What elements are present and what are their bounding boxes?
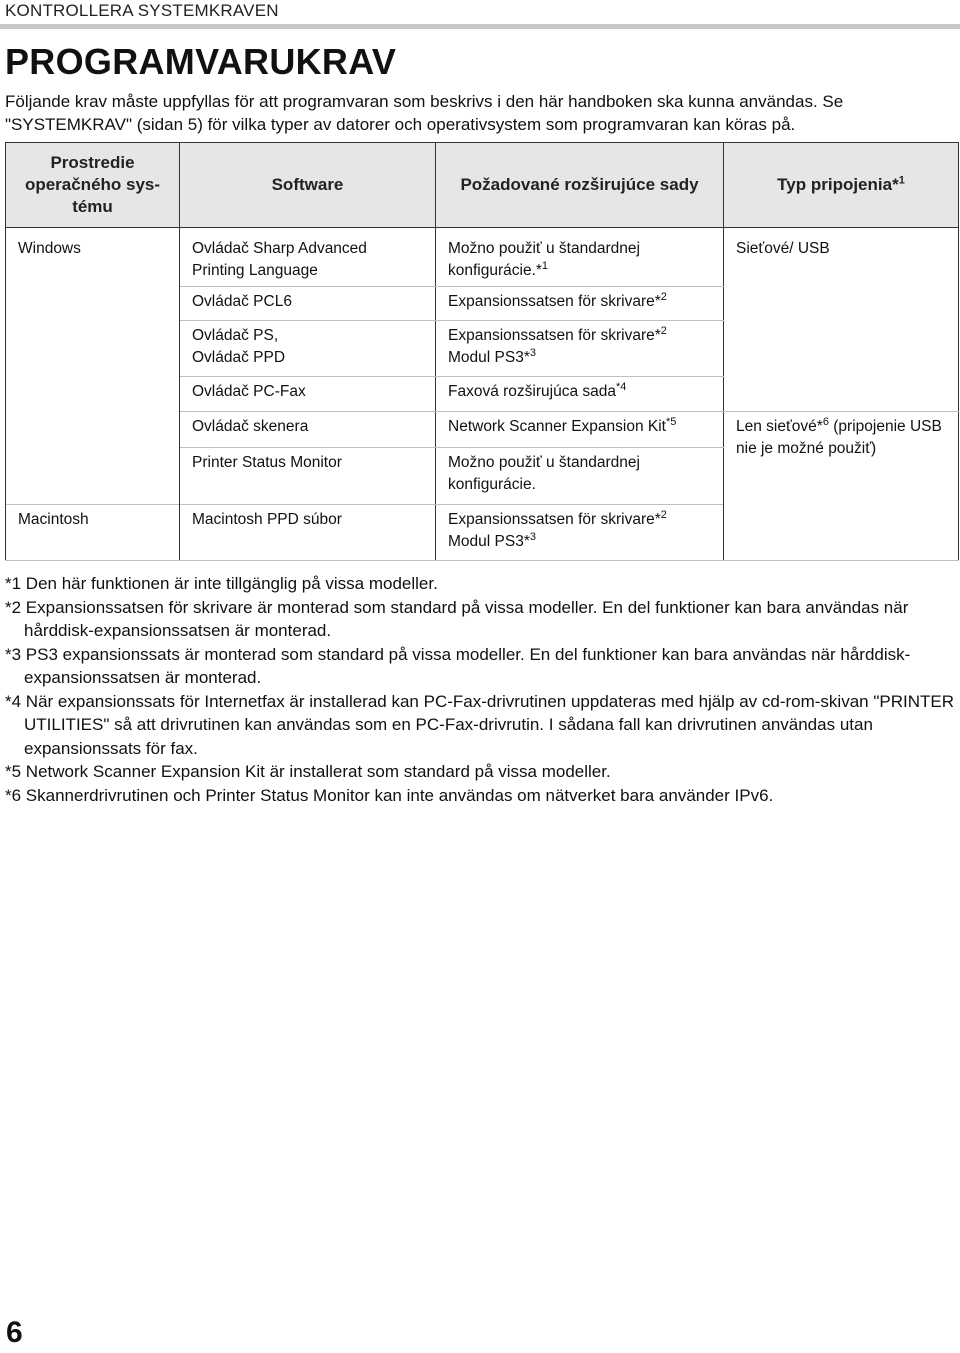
os-cell-empty <box>6 321 180 377</box>
connection-cell-empty <box>724 287 959 321</box>
software-cell: Ovládač skenera <box>180 412 436 448</box>
table-row <box>6 377 959 412</box>
footnote-2: *2 Expansionssatsen för skrivare är monterad som standard på vissa modeller. En del funktioner kan bara användas när hårddisk-expansionssatsen är monterad. <box>5 597 909 640</box>
connection-cell-empty <box>724 377 959 412</box>
page-number: 6 <box>6 1316 23 1349</box>
kit-sup: *4 <box>616 380 627 393</box>
kit-sup: 2 <box>660 324 667 337</box>
software-text: Ovládač PS, <box>192 327 279 344</box>
table-row <box>6 228 959 287</box>
kit-sup: 1 <box>541 259 549 272</box>
page-title: PROGRAMVARUKRAV <box>5 41 397 82</box>
footnote-5: *5 Network Scanner Expansion Kit är installerat som standard på vissa modeller. <box>5 762 611 781</box>
header-software: Software <box>180 143 436 228</box>
os-mac: Macintosh <box>6 505 180 561</box>
software-cell: Ovládač PC-Fax <box>180 377 436 412</box>
kit-cell <box>436 287 724 321</box>
kit-text-2: Modul PS3* <box>448 533 530 550</box>
kit-sup: *5 <box>665 415 677 428</box>
kit-text: Faxová rozširujúca sada <box>448 383 616 400</box>
software-cell: Ovládač PCL6 <box>180 287 436 321</box>
os-cell-empty <box>6 377 180 412</box>
kit-sup: 2 <box>660 290 667 303</box>
software-cell: Macintosh PPD súbor <box>180 505 436 561</box>
connection-windows: Sieťové/ USB <box>724 228 959 287</box>
footnote-6: *6 Skannerdrivrutinen och Printer Status Monitor kan inte användas om nätverket bara använder IPv6. <box>5 785 774 805</box>
section-header: KONTROLLERA SYSTEMKRAVEN <box>5 1 279 20</box>
kit-cell <box>436 505 724 561</box>
software-cell <box>180 321 436 377</box>
connection-other-text-2: (pripojenie USB nie je možné použiť) <box>736 418 942 457</box>
intro-paragraph: Följande krav måste uppfyllas för att programvaran som beskrivs i den här handboken ska kunna användas. Se "SYSTEMKRAV" (sidan 5) för vilka typer av datorer och operativsystem som programvaran kan köras på. <box>5 92 844 134</box>
kit-text: Expansionssatsen för skrivare* <box>448 327 661 344</box>
header-kits: Požadované rozširujúce sady <box>436 143 724 228</box>
kit-text: Network Scanner Expansion Kit <box>448 418 666 435</box>
kit-cell <box>436 228 724 287</box>
kit-sup-2: 3 <box>529 530 536 543</box>
os-cell-empty <box>6 287 180 321</box>
header-rule <box>0 24 960 29</box>
kit-cell <box>436 321 724 377</box>
kit-cell: Možno použiť u štandardnej konfigurácie. <box>436 448 724 505</box>
footnotes <box>5 572 955 807</box>
kit-sup: 2 <box>660 508 667 521</box>
os-cell-empty <box>6 412 180 448</box>
footnote-1: *1 Den här funktionen är inte tillgänglig på vissa modeller. <box>5 574 438 593</box>
footnote-3: *3 PS3 expansionssats är monterad som standard på vissa modeller. En del funktioner kan bara användas när hårddisk-expansionssatsen är monterad. <box>5 644 911 687</box>
table-row <box>6 412 959 448</box>
footnote-4: *4 När expansionssats för Internetfax är installerad kan PC-Fax-drivrutinen uppdateras med hjälp av cd-rom-skivan "PRINTER UTILITIES" så att drivrutinen kan användas som en PC-Fax-drivrutin. I sådana fall kan drivrutinen användas utan expansionssats för fax. <box>5 691 954 758</box>
kit-text: Možno použiť u štandardnej konfigurácie.* <box>448 240 640 279</box>
kit-text: Expansionssatsen för skrivare* <box>448 511 661 528</box>
header-connection <box>724 143 959 228</box>
kit-text-2: Modul PS3* <box>448 349 530 366</box>
software-requirements-table <box>5 142 959 561</box>
connection-other <box>724 412 959 561</box>
header-connection-sup: 1 <box>898 174 905 187</box>
header-connection-label: Typ pripojenia* <box>777 175 899 194</box>
os-windows: Windows <box>6 228 180 287</box>
kit-cell <box>436 377 724 412</box>
connection-other-sup: 6 <box>822 415 829 428</box>
software-cell: Ovládač Sharp Advanced Printing Language <box>180 228 436 287</box>
os-cell-empty <box>6 448 180 505</box>
header-os: Prostredie operačného sys-tému <box>6 143 180 228</box>
table-row <box>6 287 959 321</box>
software-text-2: Ovládač PPD <box>192 349 286 366</box>
kit-cell <box>436 412 724 448</box>
software-cell: Printer Status Monitor <box>180 448 436 505</box>
kit-sup-2: 3 <box>529 346 536 359</box>
connection-cell-empty <box>724 321 959 377</box>
connection-other-text: Len sieťové* <box>736 418 823 435</box>
table-header-row <box>6 143 959 228</box>
kit-text: Expansionssatsen för skrivare* <box>448 293 661 310</box>
table-row <box>6 321 959 377</box>
